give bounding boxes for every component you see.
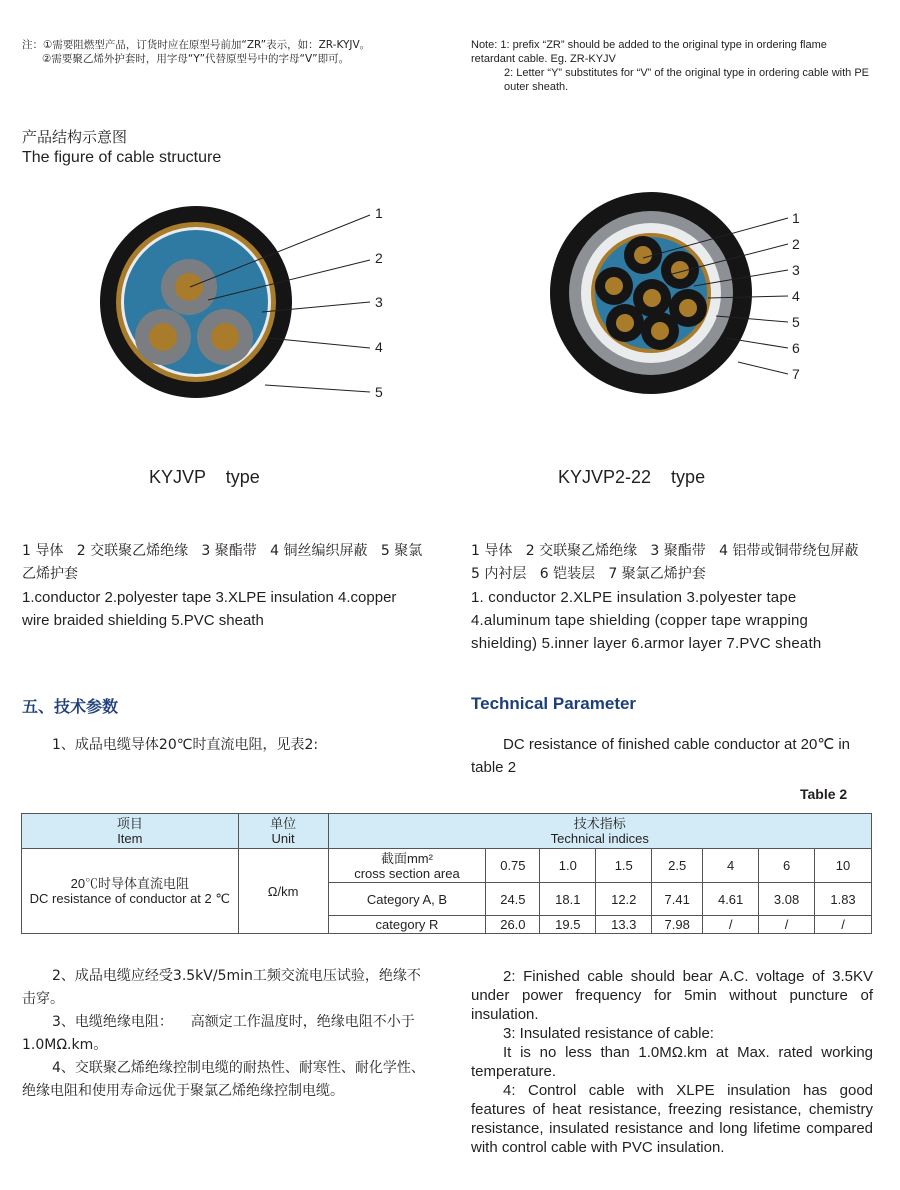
category-r-value: 13.3	[596, 916, 652, 934]
kyjvp2-22-label-5: 5	[792, 314, 800, 330]
cross-value: 10	[815, 849, 872, 883]
kyjvp2-22-label-1: 1	[792, 210, 800, 226]
paragraph-1-en: DC resistance of finished cable conductor at 20℃ in table 2	[471, 736, 851, 776]
category-r-label: category R	[328, 916, 486, 934]
section-title-cn: 五、技术参数	[22, 697, 119, 716]
cross-value: 2.5	[652, 849, 703, 883]
category-ab-value: 4.61	[703, 883, 759, 916]
kyjvp-label-3: 3	[375, 294, 383, 310]
kyjvp-label-2: 2	[375, 250, 383, 266]
figure-title-cn: 产品结构示意图	[22, 128, 128, 146]
item-cell: 20℃时导体直流电阻 DC resistance of conductor at 2 ℃	[22, 849, 239, 934]
paragraph-4-en: 4: Control cable with XLPE insulation has good features of heat resistance, freezing resistance, chemistry resistance, insulated resistance and long lifetime compared with control cable with PVC insulation.	[471, 1082, 873, 1156]
cross-value: 1.5	[596, 849, 652, 883]
paragraph-2-en: 2: Finished cable should bear A.C. voltage of 3.5KV under power frequency for 5min without puncture of insulation.	[471, 968, 873, 1023]
category-ab-value: 7.41	[652, 883, 703, 916]
category-ab-label: Category A, B	[328, 883, 486, 916]
category-r-value: /	[815, 916, 872, 934]
cross-label-cell: 截面mm² cross section area	[328, 849, 486, 883]
kyjvp2-22-label-4: 4	[792, 288, 800, 304]
kyjvp-label-1: 1	[375, 205, 383, 221]
category-ab-value: 18.1	[540, 883, 596, 916]
kyjvp2-22-label-3: 3	[792, 262, 800, 278]
table-caption: Table 2	[800, 786, 848, 802]
note-en-line1: Note: 1: prefix “ZR” should be added to the original type in ordering flame retardant cable. Eg. ZR-KYJV	[471, 39, 827, 65]
paragraph-1-cn: 1、成品电缆导体20℃时直流电阻，见表2:	[52, 737, 319, 753]
paragraph-3-en: 3: Insulated resistance of cable:	[503, 1025, 714, 1042]
cable-diagram-kyjvp2-22	[550, 192, 788, 394]
cable-structure-diagrams	[0, 190, 900, 410]
unit-cell: Ω/km	[238, 849, 328, 934]
paragraph-3-cn: 3、电缆绝缘电阻： 高额定工作温度时，绝缘电阻不小于1.0MΩ.km。	[22, 1014, 415, 1053]
kyjvp2-22-legend-cn: 1 导体 2 交联聚乙烯绝缘 3 聚酯带 4 铝带或铜带绕包屏蔽 5 内衬层 6 铠装层 7 聚氯乙烯护套	[471, 543, 872, 582]
table-row	[22, 849, 872, 883]
category-r-value: 26.0	[486, 916, 540, 934]
kyjvp2-22-label-6: 6	[792, 340, 800, 356]
kyjvp2-22-label-7: 7	[792, 366, 800, 382]
category-r-value: 19.5	[540, 916, 596, 934]
cable-diagram-kyjvp	[100, 206, 370, 398]
category-ab-value: 3.08	[759, 883, 815, 916]
category-r-value: /	[759, 916, 815, 934]
category-r-value: 7.98	[652, 916, 703, 934]
table-header-row	[22, 814, 872, 849]
kyjvp2-22-legend-en: 1. conductor 2.XLPE insulation 3.polyester tape 4.aluminum tape shielding (copper tape wrapping shielding) 5.inner layer 6.armor layer 7.PVC sheath	[471, 589, 822, 652]
kyjvp-label-4: 4	[375, 339, 383, 355]
note-cn-line2: ②需要聚乙烯外护套时，用字母“Y”代替原型号中的字母“V”即可。	[42, 53, 350, 65]
paragraph-4-cn: 4、交联聚乙烯绝缘控制电缆的耐热性、耐寒性、耐化学性、绝缘电阻和使用寿命远优于聚氯乙烯绝缘控制电缆。	[22, 1060, 425, 1099]
cross-value: 6	[759, 849, 815, 883]
paragraph-3b-en: It is no less than 1.0MΩ.km at Max. rated working temperature.	[471, 1044, 873, 1080]
category-ab-value: 12.2	[596, 883, 652, 916]
note-en	[471, 38, 871, 94]
figure-title-en: The figure of cable structure	[22, 149, 222, 166]
cross-value: 1.0	[540, 849, 596, 883]
kyjvp-type-label: KYJVP type	[149, 467, 260, 487]
note-cn-line1: 注：①需要阻燃型产品，订货时应在原型号前加“ZR”表示，如：ZR-KYJV。	[22, 39, 371, 51]
category-ab-value: 1.83	[815, 883, 872, 916]
section-title-en: Technical Parameter	[471, 694, 637, 713]
cross-value: 0.75	[486, 849, 540, 883]
paragraphs-cn	[22, 965, 427, 1103]
note-en-line2: 2: Letter “Y” substitutes for “V” of the original type in ordering cable with PE outer sheath.	[504, 67, 870, 93]
header-tech-indices: 技术指标 Technical indices	[328, 814, 871, 849]
kyjvp-legend-en: 1.conductor 2.polyester tape 3.XLPE insulation 4.copper wire braided shielding 5.PVC sheath	[22, 589, 397, 629]
kyjvp2-22-label-2: 2	[792, 236, 800, 252]
category-r-value: /	[703, 916, 759, 934]
kyjvp-label-5: 5	[375, 384, 383, 400]
cross-value: 4	[703, 849, 759, 883]
kyjvp2-22-type-label: KYJVP2-22 type	[558, 467, 706, 487]
kyjvp-legend-cn: 1 导体 2 交联聚乙烯绝缘 3 聚酯带 4 铜丝编织屏蔽 5 聚氯乙烯护套	[22, 543, 423, 582]
resistance-table	[21, 813, 872, 934]
header-unit: 单位 Unit	[238, 814, 328, 849]
paragraph-2-cn: 2、成品电缆应经受3.5kV/5min工频交流电压试验，绝缘不击穿。	[22, 968, 421, 1007]
paragraphs-en	[471, 967, 873, 1157]
note-cn	[22, 38, 370, 66]
header-item: 项目 Item	[22, 814, 239, 849]
category-ab-value: 24.5	[486, 883, 540, 916]
